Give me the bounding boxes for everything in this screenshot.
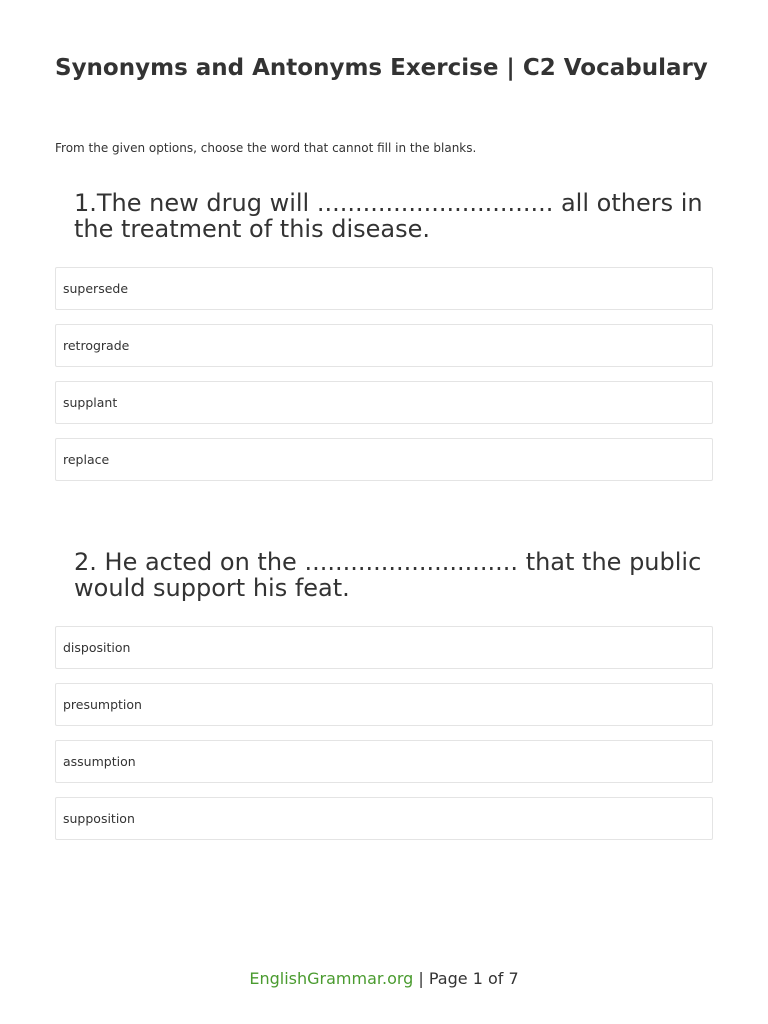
site-link[interactable]: EnglishGrammar.org [249, 969, 414, 988]
question-2 [55, 549, 713, 840]
answer-option-disposition[interactable]: disposition [55, 626, 713, 669]
answer-options [55, 626, 713, 840]
page-footer [0, 969, 768, 988]
question-1 [55, 190, 713, 481]
question-text: 2. He acted on the ............................ that the public would support his feat. [74, 548, 702, 602]
answer-options [55, 267, 713, 481]
answer-option-assumption[interactable]: assumption [55, 740, 713, 783]
page-indicator: Page 1 of 7 [428, 969, 519, 988]
answer-option-presumption[interactable]: presumption [55, 683, 713, 726]
page-title: Synonyms and Antonyms Exercise | C2 Vocabulary [55, 55, 708, 81]
answer-option-replace[interactable]: replace [55, 438, 713, 481]
answer-option-supersede[interactable]: supersede [55, 267, 713, 310]
answer-option-supplant[interactable]: supplant [55, 381, 713, 424]
question-text: 1.The new drug will ............................... all others in the treatment of this disease. [74, 189, 703, 243]
instruction-text: From the given options, choose the word that cannot fill in the blanks. [55, 141, 477, 155]
answer-option-supposition[interactable]: supposition [55, 797, 713, 840]
footer-separator: | [413, 969, 429, 988]
answer-option-retrograde[interactable]: retrograde [55, 324, 713, 367]
